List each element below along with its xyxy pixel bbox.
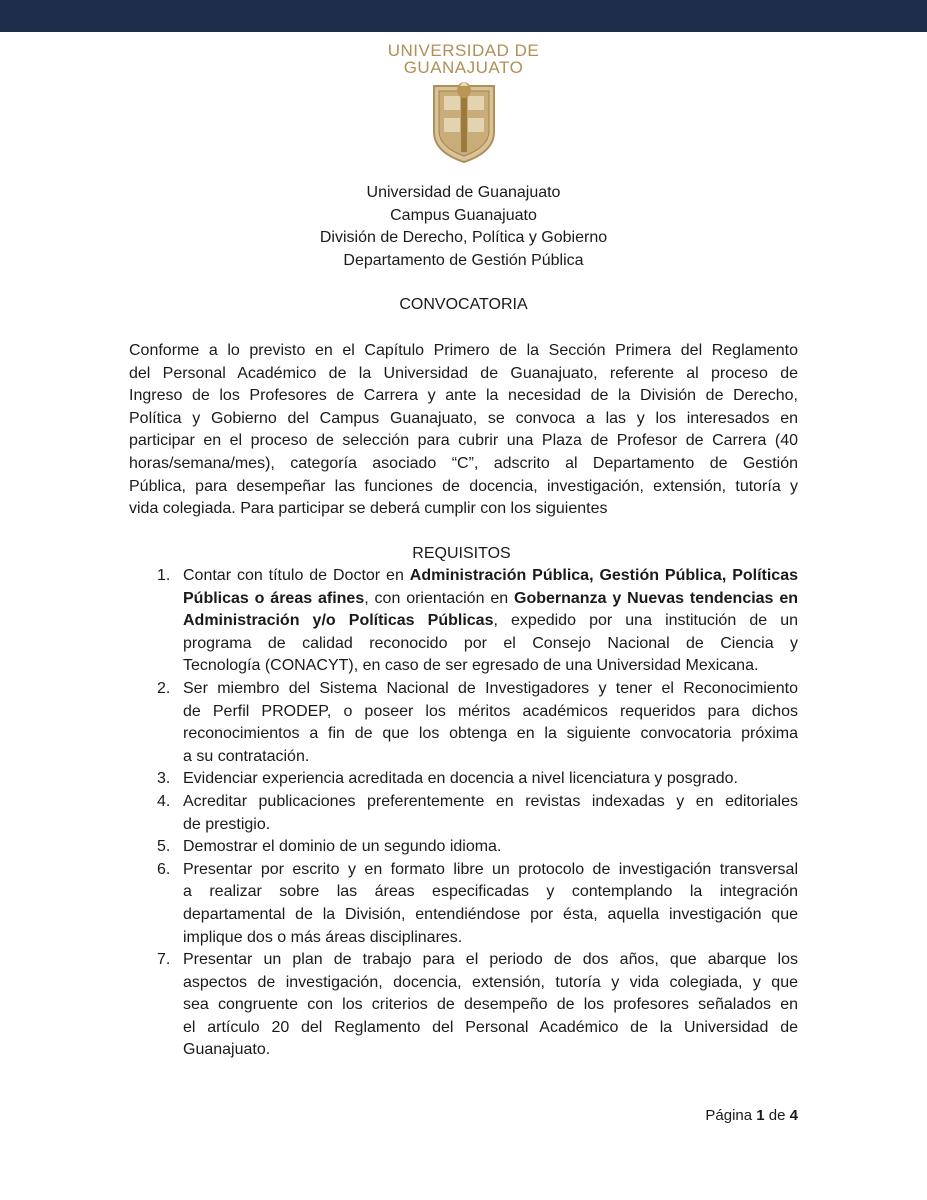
intro-line: vida colegiada. Para participar se deberá cumplir con los siguientes	[129, 500, 608, 518]
requirement-item-2	[129, 678, 798, 768]
document-header	[0, 182, 927, 272]
requirement-line: Acreditar publicaciones preferentemente en revistas indexadas y en editoriales	[183, 792, 798, 810]
requirement-line: el artículo 20 del Reglamento del Personal Académico de la Universidad de	[183, 1018, 798, 1036]
requirement-line: Demostrar el dominio de un segundo idioma.	[183, 838, 502, 856]
requirement-text: Contar con título de Doctor en	[183, 567, 410, 584]
intro-paragraph	[129, 340, 798, 521]
logo-line-1: UNIVERSIDAD DE	[387, 41, 540, 60]
requirement-number: 6.	[157, 860, 171, 878]
page-label: Página	[705, 1107, 753, 1124]
requirement-line: implique dos o más áreas disciplinares.	[183, 928, 463, 946]
requirement-line: Evidenciar experiencia acreditada en docencia a nivel licenciatura y posgrado.	[183, 770, 738, 788]
requirement-item-1	[129, 565, 798, 678]
requirement-line: Ser miembro del Sistema Nacional de Investigadores y tener el Reconocimiento	[183, 679, 798, 697]
header-department: Departamento de Gestión Pública	[343, 251, 584, 269]
requirement-item-3	[129, 768, 798, 791]
requirement-item-6	[129, 859, 798, 949]
requirement-bold-text: Gobernanza y Nuevas tendencias en	[514, 589, 798, 607]
requirements-heading-text: REQUISITOS	[412, 545, 511, 562]
requirement-line: aspectos de investigación, docencia, extensión, tutoría y vida colegiada, y que	[183, 973, 798, 991]
requirement-line: de Perfil PRODEP, o poseer los méritos académicos requeridos para dichos	[183, 702, 798, 720]
requirement-line: a realizar sobre las áreas especificadas y contemplando la integración	[183, 883, 798, 901]
requirement-text: , con orientación en	[364, 589, 514, 607]
intro-line: Pública, para desempeñar las funciones de docencia, investigación, extensión, tutoría y	[129, 477, 798, 495]
university-logo	[0, 42, 927, 164]
requirement-line: Presentar un plan de trabajo para el periodo de dos años, que abarque los	[183, 951, 798, 969]
intro-line: Conforme a lo previsto en el Capítulo Primero de la Sección Primera del Reglamento	[129, 342, 798, 359]
requirement-line	[183, 565, 798, 588]
header-university: Universidad de Guanajuato	[366, 184, 561, 201]
intro-line: Ingreso de los Profesores de Carrera y ante la necesidad de la División de Derecho,	[129, 387, 798, 405]
requirements-heading	[0, 543, 927, 565]
requirement-text: , expedido por una institución de un	[493, 612, 799, 630]
page-number	[0, 1107, 798, 1125]
requirement-number: 4.	[157, 792, 171, 810]
requirement-line: departamental de la División, entendiéndose por ésta, aquella investigación que	[183, 905, 798, 923]
requirement-line: a su contratación.	[183, 747, 310, 765]
requirement-line: Presentar por escrito y en formato libre un protocolo de investigación transversal	[183, 860, 798, 878]
requirement-bold-text: Administración y/o Políticas Públicas	[183, 612, 494, 630]
intro-line: Política y Gobierno del Campus Guanajuato, se convoca a las y los interesados en	[129, 409, 798, 427]
requirement-number: 1.	[157, 567, 171, 584]
intro-line: horas/semana/mes), categoría asociado “C”, adscrito al Departamento de Gestión	[129, 454, 798, 472]
requirement-number: 2.	[157, 679, 171, 697]
page-total: 4	[789, 1107, 798, 1124]
requirement-line: Tecnología (CONACYT), en caso de ser egresado de una Universidad Mexicana.	[183, 657, 759, 675]
requirement-number: 7.	[157, 951, 171, 969]
intro-line: del Personal Académico de la Universidad de Guanajuato, referente al proceso de	[129, 364, 798, 382]
requirement-line	[183, 610, 798, 633]
requirement-line: sea congruente con los criterios de desempeño de los profesores señalados en	[183, 996, 798, 1014]
requirement-line: Guanajuato.	[183, 1041, 271, 1059]
requirement-line	[183, 588, 798, 611]
page-of-label: de	[768, 1107, 786, 1124]
requirement-line: de prestigio.	[183, 815, 271, 833]
intro-line: participar en el proceso de selección para cubrir una Plaza de Profesor de Carrera (40	[129, 432, 798, 450]
requirement-number: 3.	[157, 770, 171, 788]
requirement-bold-text: Administración Pública, Gestión Pública, Políticas	[409, 567, 799, 584]
top-banner	[0, 0, 927, 32]
requirement-line: reconocimientos a fin de que los obtenga en la siguiente convocatoria próxima	[183, 725, 798, 743]
requirement-bold-text: Públicas o áreas afines	[183, 589, 365, 607]
requirement-item-4	[129, 791, 798, 836]
header-division: División de Derecho, Política y Gobierno	[319, 229, 608, 246]
requirement-line: programa de calidad reconocido por el Consejo Nacional de Ciencia y	[183, 634, 798, 652]
requirement-item-7	[129, 949, 798, 1062]
page-current: 1	[756, 1107, 765, 1124]
header-campus: Campus Guanajuato	[390, 206, 537, 224]
document-title: CONVOCATORIA	[399, 296, 528, 313]
requirement-item-5	[129, 836, 798, 859]
logo-line-2: GUANAJUATO	[403, 58, 524, 77]
university-seal-icon	[430, 80, 498, 164]
requirements-list	[129, 565, 798, 1062]
requirement-number: 5.	[157, 838, 171, 856]
